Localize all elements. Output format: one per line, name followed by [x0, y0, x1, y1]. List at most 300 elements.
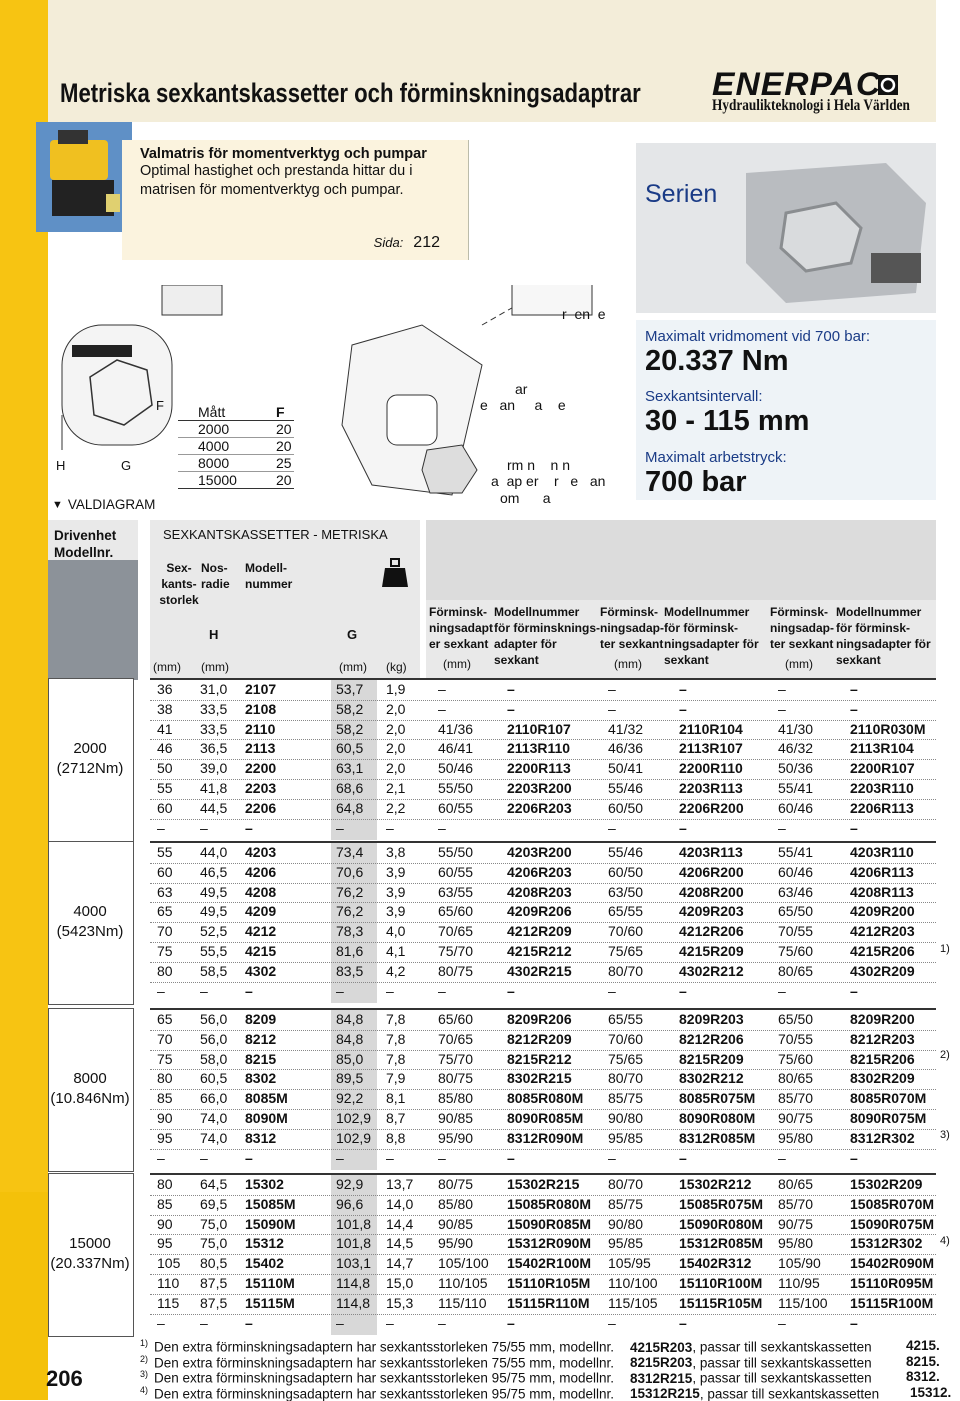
table-cell: 70	[157, 923, 173, 939]
table-cell: 46,5	[200, 864, 227, 880]
table-cell: 15085R080M	[507, 1196, 591, 1212]
footnote-mark: 3)	[140, 1369, 148, 1379]
table-cell: 8302	[245, 1070, 276, 1086]
table-cell: 15312R302	[850, 1235, 922, 1251]
table-cell: 95/90	[438, 1235, 473, 1251]
table-cell: 2,0	[386, 740, 405, 756]
table-cell: –	[850, 820, 858, 836]
table-cell: 8215R209	[679, 1051, 744, 1067]
drive-unit-header	[54, 527, 116, 561]
table-cell: 55,5	[200, 943, 227, 959]
table-cell: 4206R113	[850, 864, 914, 880]
cassette-photo	[636, 143, 936, 313]
table-cell: 4215R212	[507, 943, 572, 959]
table-cell: 2200R110	[679, 760, 743, 776]
table-cell: –	[608, 1150, 616, 1166]
table-cell: 4209R206	[507, 903, 572, 919]
table-cell: 15302	[245, 1176, 284, 1192]
table-cell: –	[386, 983, 394, 999]
table-cell: 75	[157, 1051, 173, 1067]
table-cell: 2110R030M	[850, 721, 926, 737]
table-cell: –	[245, 983, 253, 999]
table-cell: –	[245, 1150, 253, 1166]
table-cell: –	[386, 1315, 394, 1331]
section-title: SEXKANTSKASSETTER - METRISKA	[163, 527, 388, 543]
table-cell: 70/65	[438, 1031, 473, 1047]
table-cell: –	[778, 820, 786, 836]
table-cell: 8212	[245, 1031, 276, 1047]
table-cell: 8312R085M	[679, 1130, 755, 1146]
unit-mm: (mm)	[339, 659, 367, 675]
dim-cell: 20	[276, 438, 292, 454]
table-cell: 60	[157, 800, 173, 816]
table-cell: –	[386, 1150, 394, 1166]
table-cell: –	[608, 1315, 616, 1331]
table-cell: 15110R095M	[850, 1275, 933, 1291]
table-cell: –	[438, 701, 446, 717]
table-cell: 15,3	[386, 1295, 413, 1311]
table-cell: 80/70	[608, 963, 643, 979]
table-cell: 60/50	[608, 864, 643, 880]
table-cell: 60	[157, 864, 173, 880]
table-cell: 4,0	[386, 923, 405, 939]
table-cell: 2206R203	[507, 800, 572, 816]
footnote-text: Den extra förminskningsadaptern har sexkantsstorleken 95/75 mm, modellnr.	[154, 1386, 614, 1401]
table-cell: –	[507, 701, 515, 717]
table-cell: 8085R070M	[850, 1090, 926, 1106]
group-separator	[150, 1008, 936, 1010]
table-cell: –	[157, 983, 165, 999]
table-cell: 8085R080M	[507, 1090, 583, 1106]
adapter-size-header-1: Förminsk- ningsadapt er sexkant	[429, 604, 493, 652]
footnote	[140, 1369, 872, 1386]
page-number: 206	[46, 1366, 83, 1392]
table-cell: 53,7	[336, 681, 363, 697]
table-cell: –	[200, 1150, 208, 1166]
row-rule	[150, 1314, 936, 1315]
table-cell: –	[679, 983, 687, 999]
table-cell: 95/85	[608, 1235, 643, 1251]
footnote-suffix: , passar till sexkantskassetten	[692, 1371, 871, 1386]
range-value: 30 - 115 mm	[645, 405, 809, 438]
table-cell: 31,0	[200, 681, 227, 697]
table-cell: –	[679, 701, 687, 717]
table-cell: 83,5	[336, 963, 363, 979]
dim-header-matt: Mått	[178, 404, 276, 420]
table-cell: 8085R075M	[679, 1090, 755, 1106]
illus-frag-4: rm n n n	[507, 457, 570, 473]
table-cell: 65/55	[608, 1011, 643, 1027]
footnote-suffix: , passar till sexkantskassetten	[692, 1340, 871, 1355]
table-cell: 8209R206	[507, 1011, 572, 1027]
table-cell: –	[507, 983, 515, 999]
table-cell: 60/46	[778, 800, 813, 816]
drive-photo	[48, 560, 138, 680]
unit-mm: (mm)	[201, 659, 229, 675]
table-cell: 46/32	[778, 740, 813, 756]
table-cell: 63/55	[438, 884, 473, 900]
table-cell: 4212	[245, 923, 276, 939]
table-cell: 85	[157, 1090, 173, 1106]
table-cell: 2206R113	[850, 800, 914, 816]
table-cell: –	[200, 820, 208, 836]
table-cell: 95/80	[778, 1235, 813, 1251]
table-cell: 13,7	[386, 1176, 413, 1192]
weight-icon	[382, 558, 408, 588]
table-cell: –	[850, 701, 858, 717]
table-cell: 2206	[245, 800, 276, 816]
table-cell: 85/80	[438, 1090, 473, 1106]
valdiagram-label	[52, 497, 155, 512]
table-cell: 14,7	[386, 1255, 413, 1271]
table-cell: 90/75	[778, 1110, 813, 1126]
table-cell: 80/75	[438, 1070, 473, 1086]
page-label: Sida:	[374, 235, 404, 250]
table-cell: –	[850, 681, 858, 697]
table-cell: 60,5	[336, 740, 363, 756]
table-cell: 68,6	[336, 780, 363, 796]
table-cell: –	[438, 1315, 446, 1331]
table-cell: –	[438, 820, 446, 836]
table-cell: 60/50	[608, 800, 643, 816]
table-cell: 15402R100M	[507, 1255, 591, 1271]
table-cell: 1,9	[386, 681, 405, 697]
table-cell: 103,1	[336, 1255, 371, 1271]
table-cell: 4208	[245, 884, 276, 900]
row-footnote-mark: 2)	[940, 1049, 950, 1061]
table-cell: –	[200, 1315, 208, 1331]
table-cell: 70/60	[608, 1031, 643, 1047]
table-cell: 7,8	[386, 1031, 405, 1047]
footnote-model: 8215R203	[630, 1355, 692, 1370]
table-cell: 80/75	[438, 963, 473, 979]
table-cell: 4203	[245, 844, 276, 860]
table-cell: 4208R113	[850, 884, 914, 900]
table-cell: –	[778, 983, 786, 999]
table-cell: 56,0	[200, 1031, 227, 1047]
table-cell: –	[336, 820, 344, 836]
table-cell: 41,8	[200, 780, 227, 796]
matrix-text-2: matrisen för momentverktyg och pumpar.	[140, 181, 450, 200]
table-cell: 8090R075M	[850, 1110, 926, 1126]
table-cell: 50/46	[438, 760, 473, 776]
footnote-model: 15312R215	[630, 1386, 700, 1401]
table-cell: –	[608, 983, 616, 999]
unit-kg: (kg)	[386, 659, 407, 675]
table-cell: 8,1	[386, 1090, 405, 1106]
table-cell: 4208R203	[507, 884, 572, 900]
table-cell: –	[679, 1150, 687, 1166]
table-cell: 8302R215	[507, 1070, 572, 1086]
table-cell: 75/60	[778, 1051, 813, 1067]
table-cell: 2,1	[386, 780, 405, 796]
adapter-size-header-2: Förminsk- ningsadap- ter sexkant	[600, 604, 664, 652]
table-cell: 4,1	[386, 943, 405, 959]
table-cell: 4215	[245, 943, 276, 959]
footnote	[140, 1354, 872, 1371]
table-cell: 15115R110M	[507, 1295, 590, 1311]
table-cell: 90/85	[438, 1110, 473, 1126]
table-cell: 33,5	[200, 701, 227, 717]
table-cell: 4302R212	[679, 963, 744, 979]
illus-frag-1: r en e	[562, 306, 606, 322]
table-cell: 15115R100M	[850, 1295, 933, 1311]
table-cell: 8212R206	[679, 1031, 744, 1047]
illus-f-label: F	[156, 398, 164, 413]
table-cell: 105/100	[438, 1255, 489, 1271]
table-cell: 78,3	[336, 923, 363, 939]
table-cell: 70/60	[608, 923, 643, 939]
table-cell: 70	[157, 1031, 173, 1047]
pressure-spec	[645, 449, 787, 499]
drive-model: 15000	[48, 1234, 132, 1254]
table-cell: 8209	[245, 1011, 276, 1027]
table-cell: 55	[157, 780, 173, 796]
table-cell: 2,2	[386, 800, 405, 816]
adapter-model-header-1: Modellnummer för förminsknings- adapter för sexkant	[494, 604, 600, 668]
table-cell: 15302R215	[507, 1176, 579, 1192]
table-cell: 85/75	[608, 1196, 643, 1212]
table-cell: 2107	[245, 681, 276, 697]
table-cell: 15090R080M	[679, 1216, 763, 1232]
table-cell: 36,5	[200, 740, 227, 756]
table-cell: –	[679, 1315, 687, 1331]
table-cell: –	[778, 1315, 786, 1331]
table-cell: 75,0	[200, 1235, 227, 1251]
table-cell: 8312R302	[850, 1130, 915, 1146]
adapter-model-header-2: Modellnummer för förminsk- ningsadapter för sexkant	[664, 604, 759, 668]
pressure-label: Maximalt arbetstryck:	[645, 449, 787, 466]
row-rule	[150, 819, 936, 820]
table-cell: 15115R105M	[679, 1295, 762, 1311]
table-cell: –	[336, 983, 344, 999]
table-cell: 15312R090M	[507, 1235, 591, 1251]
table-cell: 101,8	[336, 1216, 371, 1232]
table-cell: 87,5	[200, 1275, 227, 1291]
torque-value: 20.337 Nm	[645, 345, 870, 378]
table-cell: 74,0	[200, 1110, 227, 1126]
table-cell: 105/95	[608, 1255, 651, 1271]
table-cell: 115/105	[608, 1295, 658, 1311]
table-cell: 4,2	[386, 963, 405, 979]
table-cell: 55	[157, 844, 173, 860]
table-cell: 4302R209	[850, 963, 915, 979]
matrix-text-1: Optimal hastighet och prestanda hittar du i	[140, 162, 450, 181]
table-cell: 65	[157, 1011, 173, 1027]
table-cell: 80/65	[778, 963, 813, 979]
logo-wordmark: ENERPAC	[712, 66, 881, 103]
adapter-photos-bg	[426, 520, 936, 610]
table-cell: 110/105	[438, 1275, 488, 1291]
table-cell: 80	[157, 963, 173, 979]
table-cell: 2108	[245, 701, 276, 717]
table-cell: 41/30	[778, 721, 813, 737]
table-cell: 8090M	[245, 1110, 288, 1126]
table-cell: 84,8	[336, 1031, 363, 1047]
table-cell: 8215	[245, 1051, 276, 1067]
table-cell: 8,8	[386, 1130, 405, 1146]
table-cell: 73,4	[336, 844, 363, 860]
footnote-suffix: , passar till sexkantskassetten	[700, 1386, 879, 1401]
serien-label: Serien	[645, 180, 717, 209]
table-cell: 102,9	[336, 1130, 371, 1146]
table-cell: 87,5	[200, 1295, 227, 1311]
g-col-header: G	[347, 627, 357, 643]
footnote-target: 4215.	[906, 1338, 940, 1353]
logo-tagline: Hydraulikteknologi i Hela Världen	[712, 97, 882, 115]
table-cell: 8302R212	[679, 1070, 744, 1086]
table-cell: 65/50	[778, 903, 813, 919]
table-cell: 41/32	[608, 721, 643, 737]
table-cell: 4209R203	[679, 903, 744, 919]
table-cell: 7,8	[386, 1011, 405, 1027]
dim-cell: 4000	[178, 438, 276, 454]
table-cell: 39,0	[200, 760, 227, 776]
drive-model: 8000	[48, 1069, 132, 1089]
table-cell: 2200R113	[507, 760, 571, 776]
table-cell: 90/80	[608, 1110, 643, 1126]
table-cell: 2110R107	[507, 721, 571, 737]
unit-mm: (mm)	[614, 656, 642, 672]
table-cell: 15110M	[245, 1275, 295, 1291]
footnote-model: 8312R215	[630, 1371, 692, 1386]
table-cell: 55/41	[778, 844, 813, 860]
illus-h-label: H	[56, 458, 65, 473]
footnote-mark: 2)	[140, 1354, 148, 1364]
table-cell: 8209R200	[850, 1011, 915, 1027]
table-cell: 55/50	[438, 780, 473, 796]
table-cell: 85/80	[438, 1196, 473, 1212]
table-cell: 65/60	[438, 903, 473, 919]
table-cell: 115/100	[778, 1295, 828, 1311]
table-cell: 70,6	[336, 864, 363, 880]
table-cell: –	[679, 681, 687, 697]
table-cell: –	[608, 701, 616, 717]
row-footnote-mark: 4)	[940, 1235, 950, 1247]
group-separator	[150, 1173, 936, 1175]
range-spec	[645, 388, 809, 438]
table-cell: 2113R104	[850, 740, 914, 756]
table-cell: 15312R085M	[679, 1235, 763, 1251]
table-cell: 15402R312	[679, 1255, 751, 1271]
table-cell: 92,2	[336, 1090, 363, 1106]
table-cell: 15110R105M	[507, 1275, 590, 1291]
table-cell: 15312	[245, 1235, 284, 1251]
table-cell: 80	[157, 1070, 173, 1086]
dim-cell: 25	[276, 455, 292, 471]
table-cell: 4212R203	[850, 923, 915, 939]
table-cell: 60/55	[438, 800, 473, 816]
table-cell: 90/85	[438, 1216, 473, 1232]
table-cell: 58,0	[200, 1051, 227, 1067]
illus-g-label: G	[121, 458, 131, 473]
table-cell: 14,0	[386, 1196, 413, 1212]
table-cell: 75/60	[778, 943, 813, 959]
table-cell: 8212R203	[850, 1031, 915, 1047]
table-cell: 4206R203	[507, 864, 572, 880]
table-cell: 7,8	[386, 1051, 405, 1067]
table-cell: 4215R206	[850, 943, 915, 959]
table-cell: 8215R212	[507, 1051, 572, 1067]
table-cell: 15402	[245, 1255, 284, 1271]
table-cell: 92,9	[336, 1176, 363, 1192]
unit-mm: (mm)	[153, 659, 181, 675]
illus-frag-5: a ap er r e an	[491, 473, 605, 489]
table-cell: 15085R075M	[679, 1196, 763, 1212]
pressure-value: 700 bar	[645, 466, 787, 499]
table-cell: 80/75	[438, 1176, 473, 1192]
table-cell: 90	[157, 1110, 173, 1126]
table-cell: –	[850, 983, 858, 999]
row-footnote-mark: 1)	[940, 943, 950, 955]
table-cell: 4212R206	[679, 923, 744, 939]
table-cell: –	[850, 1315, 858, 1331]
table-cell: 8090R080M	[679, 1110, 755, 1126]
table-cell: 2,0	[386, 721, 405, 737]
table-cell: 4215R209	[679, 943, 744, 959]
table-cell: –	[507, 1315, 515, 1331]
table-cell: 85/70	[778, 1196, 813, 1212]
group-separator	[150, 841, 936, 843]
dimension-table	[178, 404, 294, 489]
matrix-page-ref[interactable]	[374, 234, 440, 252]
pump-photo	[36, 122, 132, 232]
table-cell: 70/55	[778, 1031, 813, 1047]
table-cell: –	[336, 1315, 344, 1331]
table-cell: 8302R209	[850, 1070, 915, 1086]
table-cell: 46	[157, 740, 173, 756]
table-cell: 115	[157, 1295, 179, 1311]
table-cell: 15085R070M	[850, 1196, 934, 1212]
table-cell: –	[778, 681, 786, 697]
group-separator	[150, 678, 936, 680]
table-cell: 4206R200	[679, 864, 744, 880]
row-footnote-mark: 3)	[940, 1129, 950, 1141]
table-cell: 80/65	[778, 1176, 813, 1192]
table-cell: 85/75	[608, 1090, 643, 1106]
table-cell: 75	[157, 943, 173, 959]
table-cell: 7,9	[386, 1070, 405, 1086]
table-cell: 80,5	[200, 1255, 227, 1271]
footnote-mark: 4)	[140, 1385, 148, 1395]
table-cell: 2113	[245, 740, 275, 756]
table-cell: 52,5	[200, 923, 227, 939]
table-cell: –	[438, 681, 446, 697]
hex-size-header: Sex- kants- storlek	[153, 560, 205, 608]
table-cell: 74,0	[200, 1130, 227, 1146]
drive-torque: (5423Nm)	[48, 922, 132, 942]
table-cell: 76,2	[336, 903, 363, 919]
table-cell: 2200R107	[850, 760, 915, 776]
page-title: Metriska sexkantskassetter och förminskningsadaptrar	[60, 78, 641, 109]
footnote-text: Den extra förminskningsadaptern har sexkantsstorleken 75/55 mm, modellnr.	[154, 1340, 614, 1355]
adapter-model-header-3: Modellnummer för förminsk- ningsadapter för sexkant	[836, 604, 931, 668]
table-cell: 8312	[245, 1130, 276, 1146]
table-cell: 101,8	[336, 1235, 371, 1251]
table-cell: 3,9	[386, 903, 405, 919]
drive-torque: (10.846Nm)	[48, 1089, 132, 1109]
table-cell: 85/70	[778, 1090, 813, 1106]
table-cell: 41	[157, 721, 173, 737]
table-cell: –	[157, 820, 165, 836]
table-cell: 63	[157, 884, 173, 900]
table-cell: 3,8	[386, 844, 405, 860]
table-cell: –	[245, 1315, 253, 1331]
table-cell: 55/46	[608, 780, 643, 796]
nose-radius-header: Nos- radie	[201, 560, 230, 592]
model-no-text: Modellnr.	[54, 544, 116, 561]
table-cell: 75/65	[608, 1051, 643, 1067]
